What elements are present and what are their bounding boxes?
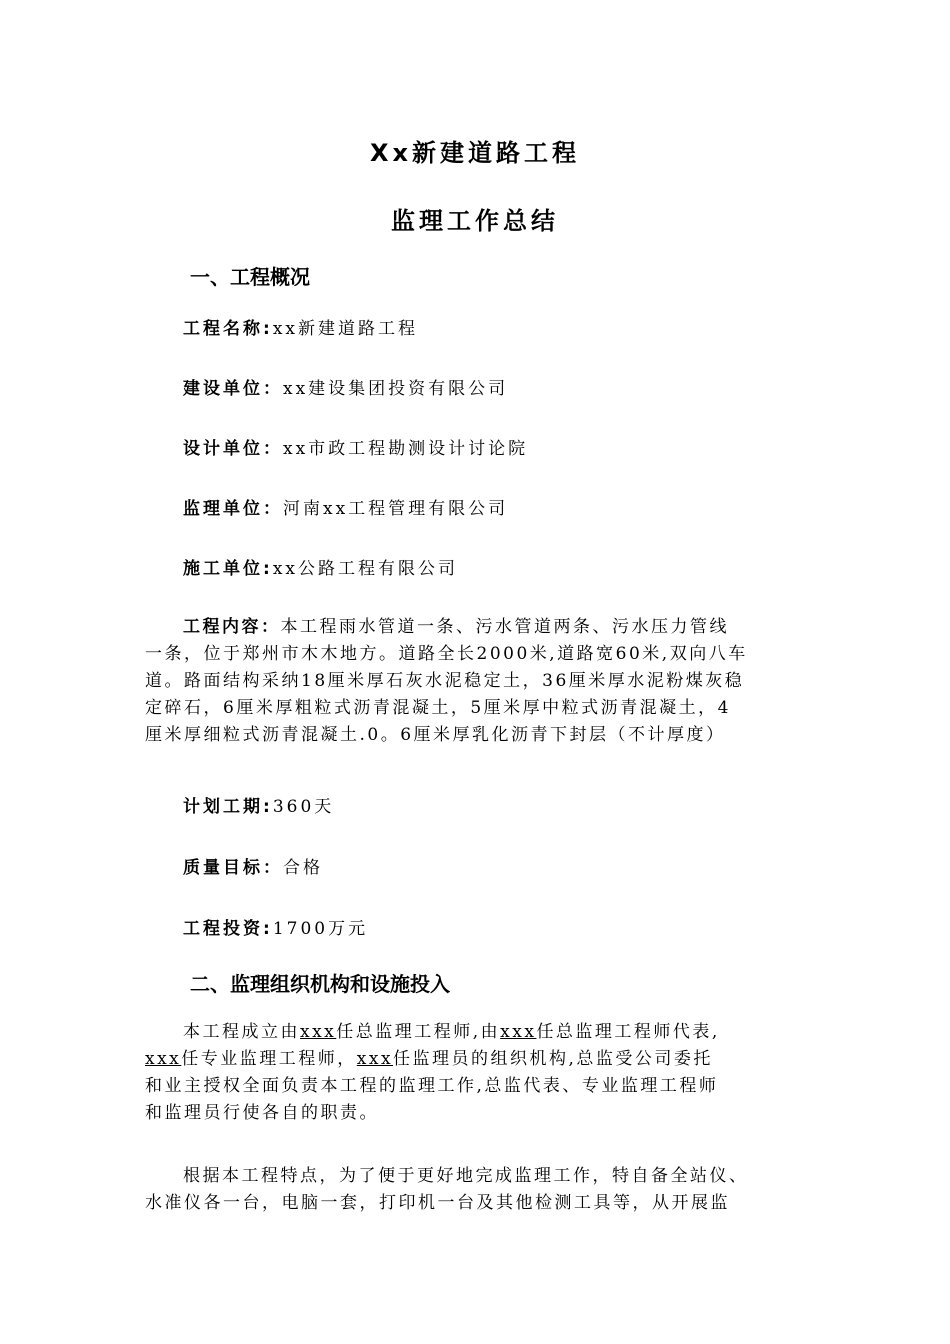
equipment-paragraph bbox=[145, 1163, 815, 1217]
paragraph-line: 定碎石，6厘米厚粗粒式沥青混凝土，5厘米厚中粒式沥青混凝土，4 bbox=[145, 698, 731, 718]
field-value: xx建设集团投资有限公司 bbox=[283, 379, 509, 399]
section-heading-overview: 一、工程概况 bbox=[190, 265, 310, 289]
field-value: 河南xx工程管理有限公司 bbox=[283, 499, 509, 519]
field-label: 设计单位： bbox=[183, 439, 283, 459]
field-label: 工程内容： bbox=[183, 617, 281, 637]
field-project-name bbox=[183, 314, 418, 339]
paragraph-text: 任总监理工程师代表, bbox=[536, 1022, 720, 1042]
field-label: 施工单位: bbox=[183, 559, 273, 579]
paragraph-line: 根据本工程特点，为了便于更好地完成监理工作，特自备全站仪、 bbox=[183, 1166, 749, 1186]
document-title: Xx新建道路工程 bbox=[370, 139, 580, 167]
field-quality-target bbox=[183, 853, 323, 878]
paragraph-line bbox=[145, 1046, 815, 1073]
field-investment bbox=[183, 914, 368, 939]
paragraph-text: 任专业监理工程师， bbox=[181, 1049, 357, 1069]
field-value: 合格 bbox=[283, 858, 323, 878]
document-subtitle: 监理工作总结 bbox=[391, 207, 559, 235]
field-value: xx新建道路工程 bbox=[272, 319, 418, 339]
field-construction-unit bbox=[183, 374, 508, 399]
organization-paragraph bbox=[145, 1019, 815, 1127]
field-supervision-unit bbox=[183, 494, 508, 519]
paragraph-line: 水准仪各一台，电脑一套，打印机一台及其他检测工具等，从开展监 bbox=[145, 1193, 730, 1213]
paragraph-line bbox=[145, 614, 815, 641]
paragraph-line: 和监理员行使各自的职责。 bbox=[145, 1103, 379, 1123]
field-value: xx公路工程有限公司 bbox=[272, 559, 458, 579]
paragraph-line bbox=[145, 1019, 815, 1046]
field-label: 计划工期: bbox=[183, 797, 273, 817]
paragraph-text: 任总监理工程师,由 bbox=[336, 1022, 501, 1042]
paragraph-line: 道。路面结构采纳18厘米厚石灰水泥稳定土，36厘米厚水泥粉煤灰稳 bbox=[145, 671, 745, 691]
paragraph-line: 一条，位于郑州市木木地方。道路全长2000米,道路宽60米,双向八车 bbox=[145, 644, 748, 664]
field-label: 建设单位： bbox=[183, 379, 283, 399]
project-content-paragraph bbox=[145, 614, 815, 749]
field-label: 工程投资: bbox=[183, 919, 273, 939]
paragraph-text: 任监理员的组织机构,总监受公司委托 bbox=[393, 1049, 713, 1069]
placeholder-name: xxx bbox=[300, 1022, 337, 1042]
field-label: 工程名称: bbox=[183, 319, 273, 339]
field-value: 1700万元 bbox=[272, 919, 369, 939]
placeholder-name: xxx bbox=[145, 1049, 182, 1069]
field-builder-unit bbox=[183, 554, 458, 579]
field-label: 质量目标： bbox=[183, 858, 283, 878]
section-heading-organization: 二、监理组织机构和设施投入 bbox=[190, 972, 450, 996]
field-schedule bbox=[183, 792, 334, 817]
field-value: 360天 bbox=[272, 797, 335, 817]
field-label: 监理单位： bbox=[183, 499, 283, 519]
field-value: xx市政工程勘测设计讨论院 bbox=[283, 439, 529, 459]
placeholder-name: xxx bbox=[356, 1049, 394, 1069]
paragraph-text: 本工程成立由 bbox=[183, 1022, 300, 1042]
placeholder-name: xxx bbox=[500, 1022, 537, 1042]
paragraph-text: 本工程雨水管道一条、污水管道两条、污水压力管线 bbox=[280, 617, 729, 637]
paragraph-line: 厘米厚细粒式沥青混凝土.0。6厘米厚乳化沥青下封层（不计厚度） bbox=[145, 725, 726, 745]
paragraph-line: 和业主授权全面负责本工程的监理工作,总监代表、专业监理工程师 bbox=[145, 1076, 719, 1096]
field-design-unit bbox=[183, 434, 528, 459]
